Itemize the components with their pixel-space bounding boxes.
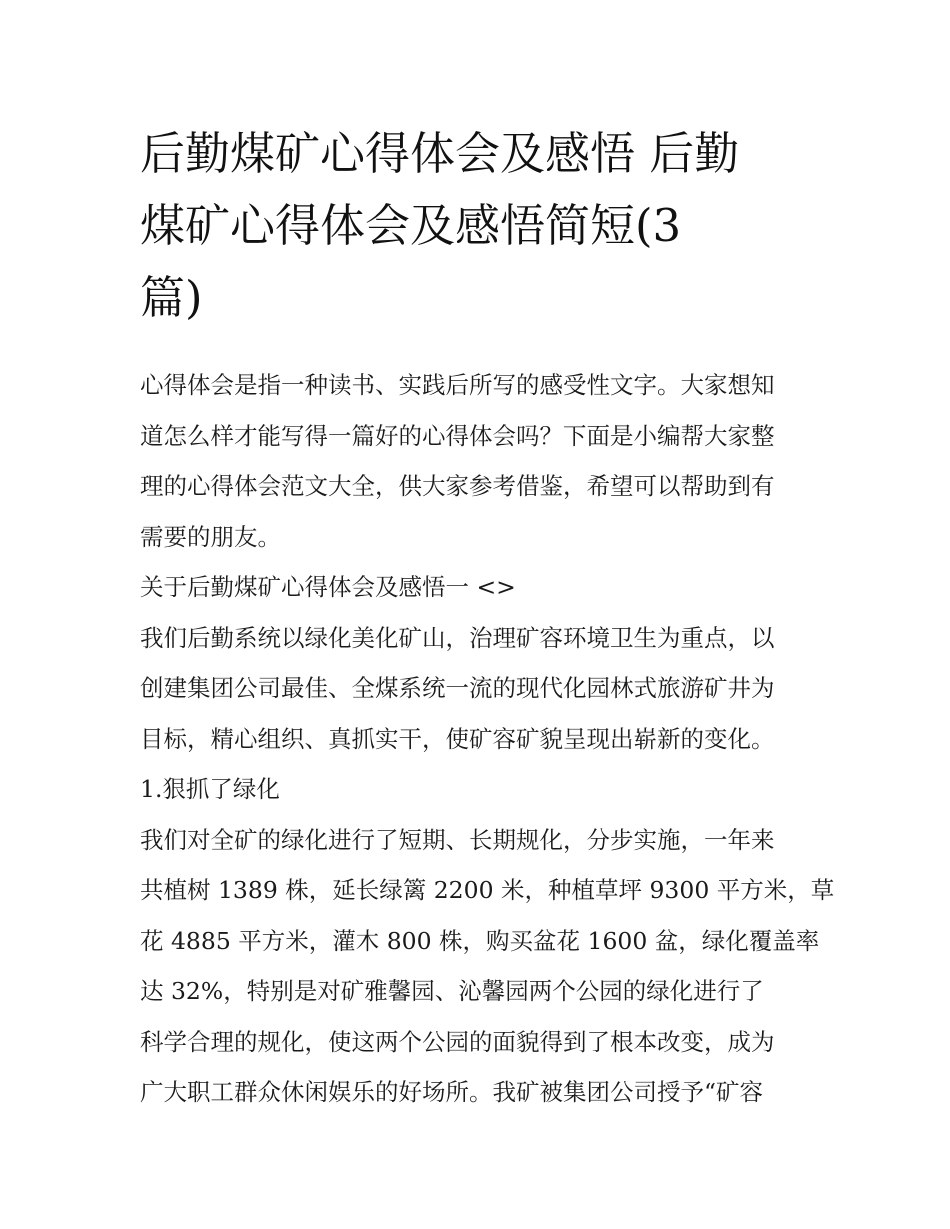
- paragraph-line-7: 达 32%，特别是对矿雅馨园、沁馨园两个公园的绿化进行了: [140, 977, 764, 1005]
- paragraph-line-9: 广大职工群众休闲娱乐的好场所。我矿被集团公司授予“矿容: [140, 1078, 764, 1106]
- subsection-heading: 1.狠抓了绿化: [140, 775, 280, 803]
- intro-line-2: 道怎么样才能写得一篇好的心得体会吗？下面是小编帮大家整: [140, 421, 775, 450]
- title-line-2: 煤矿心得体会及感悟简短(3: [140, 199, 682, 252]
- document-body: [140, 360, 835, 1118]
- title-line-1: 后勤煤矿心得体会及感悟 后勤: [140, 127, 740, 180]
- intro-line-3: 理的心得体会范文大全，供大家参考借鉴，希望可以帮助到有: [140, 472, 775, 500]
- title-line-3: 篇): [140, 271, 203, 324]
- intro-line-1: 心得体会是指一种读书、实践后所写的感受性文字。大家想知: [140, 371, 775, 399]
- document-page: [140, 118, 835, 1118]
- paragraph-line-6: 花 4885 平方米，灌木 800 株，购买盆花 1600 盆，绿化覆盖率: [140, 926, 820, 955]
- paragraph-line-4: 我们对全矿的绿化进行了短期、长期规化，分步实施，一年来: [140, 825, 775, 854]
- paragraph-line-8: 科学合理的规化，使这两个公园的面貌得到了根本改变，成为: [140, 1027, 775, 1056]
- paragraph-line-2: 创建集团公司最佳、全煤系统一流的现代化园林式旅游矿井为: [140, 674, 775, 702]
- section-heading: 关于后勤煤矿心得体会及感悟一 <>: [140, 573, 516, 601]
- paragraph-line-3: 目标，精心组织、真抓实干，使矿容矿貌呈现出崭新的变化。: [140, 724, 775, 753]
- intro-line-4: 需要的朋友。: [140, 522, 281, 551]
- document-title: [140, 118, 815, 334]
- paragraph-line-5: 共植树 1389 株，延长绿篱 2200 米，种植草坪 9300 平方米，草: [140, 876, 835, 904]
- paragraph-line-1: 我们后勤系统以绿化美化矿山，治理矿容环境卫生为重点，以: [140, 623, 775, 652]
